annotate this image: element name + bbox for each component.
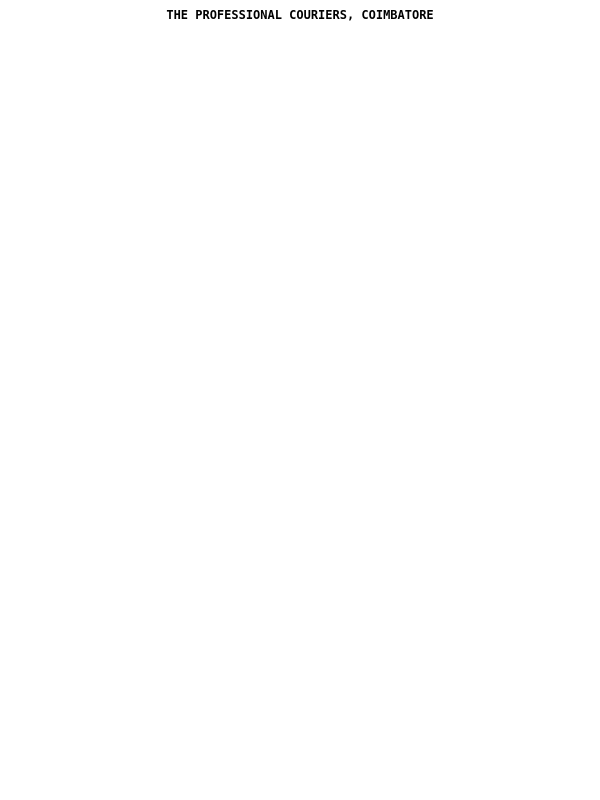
page-title: THE PROFESSIONAL COURIERS, COIMBATORE	[166, 8, 434, 22]
